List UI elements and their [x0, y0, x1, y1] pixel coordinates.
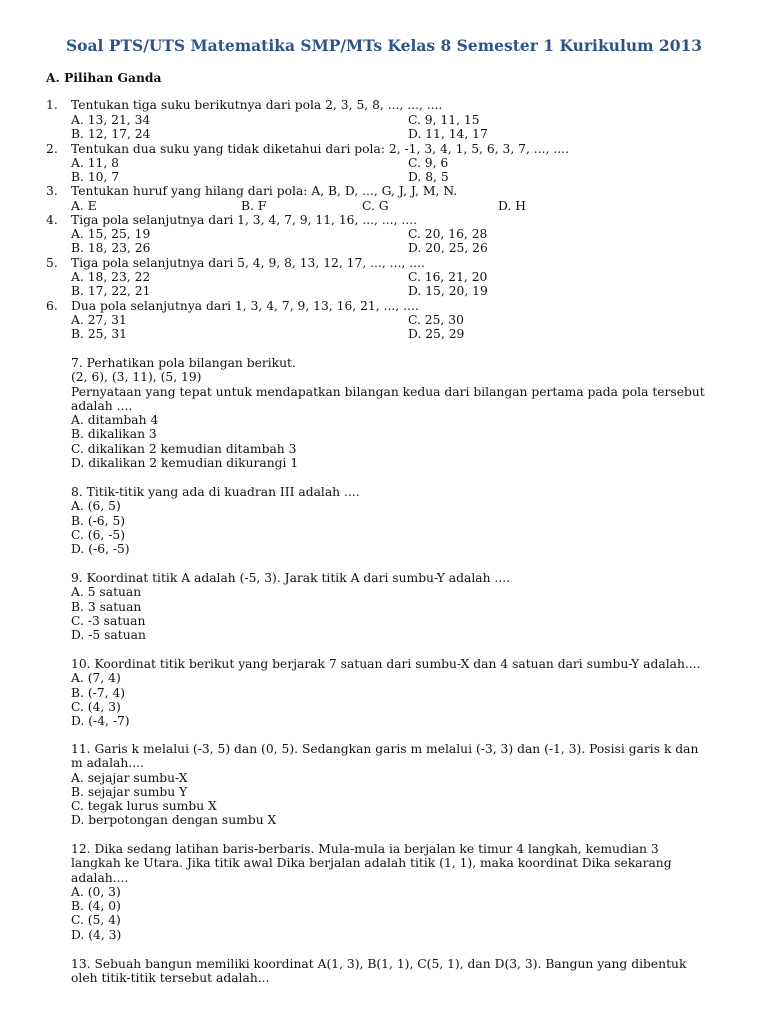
option-a: A. sejajar sumbu-X	[71, 770, 188, 785]
question-12	[71, 842, 731, 942]
question-text: 12. Dika sedang latihan baris-berbaris. Mula-mula ia berjalan ke timur 4 langkah, kemudian 3	[71, 842, 659, 856]
question-9	[71, 571, 731, 642]
question-text: 10. Koordinat titik berikut yang berjarak 7 satuan dari sumbu-X dan 4 satuan dari sumbu-Y adalah....	[71, 657, 701, 671]
question-8	[71, 485, 731, 556]
option-b: B. 12, 17, 24	[71, 127, 151, 141]
question-text: oleh titik-titik tersebut adalah...	[71, 971, 270, 986]
page-title: Soal PTS/UTS Matematika SMP/MTs Kelas 8 Semester 1 Kurikulum 2013	[65, 36, 703, 55]
option-d: D. dikalikan 2 kemudian dikurangi 1	[71, 456, 299, 471]
option-d: D. (4, 3)	[71, 927, 122, 942]
option-d: D. berpotongan dengan sumbu X	[71, 813, 277, 828]
question-10	[71, 657, 731, 728]
option-a: A. 15, 25, 19	[71, 227, 151, 241]
option-a: A. (0, 3)	[71, 884, 121, 899]
option-a: A. 11, 8	[71, 156, 119, 170]
question-text: 13. Sebuah bangun memiliki koordinat A(1, 3), B(1, 1), C(5, 1), dan D(3, 3). Bangun yang dibentuk	[71, 957, 687, 971]
option-b: B. 10, 7	[71, 170, 120, 184]
option-b: B. (4, 0)	[71, 899, 121, 914]
question-text: 9. Koordinat titik A adalah (-5, 3). Jarak titik A dari sumbu-Y adalah ....	[71, 571, 511, 585]
option-a: A. 13, 21, 34	[71, 113, 151, 127]
question-number: 2.	[46, 142, 58, 156]
question-text: Dua pola selanjutnya dari 1, 3, 4, 7, 9, 13, 16, 21, ..., ....	[71, 299, 419, 313]
question-text: Pernyataan yang tepat untuk mendapatkan bilangan kedua dari bilangan pertama pada pola tersebut	[71, 384, 705, 399]
question-13	[71, 957, 731, 986]
number-pattern: (2, 6), (3, 11), (5, 19)	[71, 370, 202, 385]
question-text: m adalah....	[71, 756, 144, 771]
option-a: A. E	[71, 199, 97, 213]
option-b: B. sejajar sumbu Y	[71, 784, 188, 799]
option-b: B. F	[241, 199, 267, 213]
question-text: Tiga pola selanjutnya dari 5, 4, 9, 8, 13, 12, 17, ..., ..., ....	[71, 256, 425, 270]
question-number: 6.	[46, 299, 58, 313]
option-b: B. 18, 23, 26	[71, 241, 151, 255]
question-text: 11. Garis k melalui (-3, 5) dan (0, 5). Sedangkan garis m melalui (-3, 3) dan (-1, 3). Posisi garis k dan	[71, 742, 699, 756]
option-b: B. 3 satuan	[71, 599, 142, 614]
option-c: C. tegak lurus sumbu X	[71, 799, 217, 814]
option-c: C. 20, 16, 28	[408, 227, 488, 241]
option-d: D. 20, 25, 26	[408, 241, 488, 255]
option-d: D. H	[498, 199, 526, 213]
option-b: B. (-7, 4)	[71, 685, 126, 700]
question-text: adalah ....	[71, 398, 133, 413]
option-b: B. 25, 31	[71, 327, 127, 341]
option-d: D. 8, 5	[408, 170, 449, 184]
option-c: C. 25, 30	[408, 313, 464, 327]
section-heading: A. Pilihan Ganda	[46, 70, 162, 85]
option-c: C. (5, 4)	[71, 913, 121, 928]
question-text: Tentukan huruf yang hilang dari pola: A, B, D, ..., G, J, J, M, N.	[71, 184, 458, 198]
question-text: 8. Titik-titik yang ada di kuadran III adalah ....	[71, 485, 360, 499]
option-c: C. 16, 21, 20	[408, 270, 488, 284]
option-c: C. -3 satuan	[71, 613, 146, 628]
question-number: 5.	[46, 256, 58, 270]
option-c: C. 9, 11, 15	[408, 113, 480, 127]
option-c: C. G	[362, 199, 389, 213]
question-number: 3.	[46, 184, 58, 198]
option-a: A. 5 satuan	[71, 585, 142, 600]
option-d: D. 15, 20, 19	[408, 284, 488, 298]
question-text: adalah....	[71, 870, 129, 885]
question-text: 7. Perhatikan pola bilangan berikut.	[71, 356, 296, 370]
option-a: A. 18, 23, 22	[71, 270, 151, 284]
option-c: C. dikalikan 2 kemudian ditambah 3	[71, 441, 297, 456]
question-number: 4.	[46, 213, 58, 227]
option-c: C. (4, 3)	[71, 699, 121, 714]
option-a: A. 27, 31	[71, 313, 127, 327]
option-d: D. -5 satuan	[71, 628, 146, 643]
option-a: A. (7, 4)	[71, 671, 121, 686]
question-number: 1.	[46, 98, 58, 112]
option-d: D. 11, 14, 17	[408, 127, 488, 141]
option-a: A. ditambah 4	[71, 413, 159, 428]
question-11	[71, 742, 731, 828]
option-d: D. (-6, -5)	[71, 542, 130, 557]
question-text: Tentukan dua suku yang tidak diketahui dari pola: 2, -1, 3, 4, 1, 5, 6, 3, 7, ..., ....	[71, 142, 569, 156]
question-text: langkah ke Utara. Jika titik awal Dika berjalan adalah titik (1, 1), maka koordinat Dika sekarang	[71, 856, 672, 871]
question-7	[71, 356, 731, 470]
option-a: A. (6, 5)	[71, 499, 121, 514]
option-d: D. (-4, -7)	[71, 714, 130, 729]
option-c: C. (6, -5)	[71, 527, 126, 542]
option-b: B. 17, 22, 21	[71, 284, 151, 298]
option-d: D. 25, 29	[408, 327, 465, 341]
question-text: Tiga pola selanjutnya dari 1, 3, 4, 7, 9, 11, 16, ..., ..., ....	[71, 213, 418, 227]
option-b: B. (-6, 5)	[71, 513, 126, 528]
option-b: B. dikalikan 3	[71, 427, 157, 442]
question-text: Tentukan tiga suku berikutnya dari pola 2, 3, 5, 8, ..., ..., ....	[71, 98, 443, 112]
option-c: C. 9, 6	[408, 156, 449, 170]
